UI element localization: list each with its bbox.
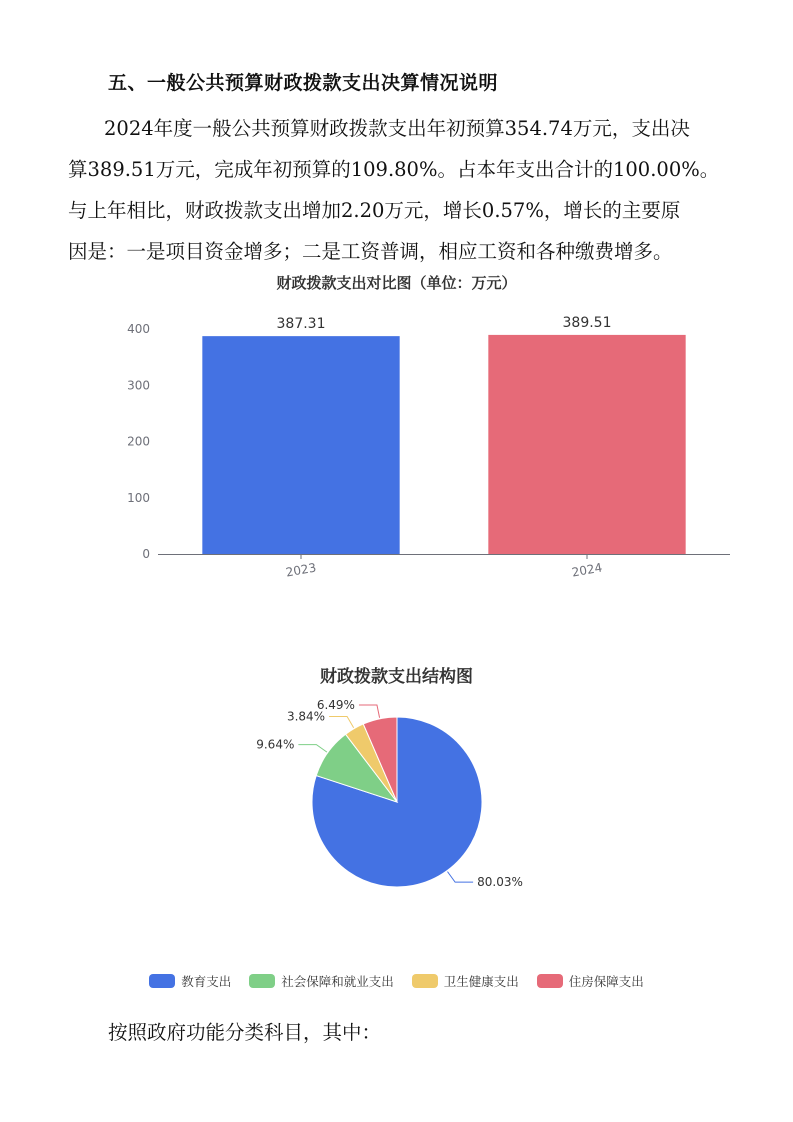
- pie-label-line: [447, 872, 473, 883]
- bar-data-label: 387.31: [276, 316, 326, 333]
- y-tick-label: 300: [127, 378, 150, 393]
- paragraph-line: 与上年相比，财政拨款支出增加2.20万元，增长0.57%，增长的主要原: [68, 199, 681, 222]
- pie-data-label: 6.49%: [316, 698, 355, 713]
- legend-item-education[interactable]: [149, 972, 231, 990]
- bar-data-label: 389.51: [562, 314, 612, 331]
- pie-data-label: 3.84%: [286, 709, 326, 724]
- pie-data-label: 9.64%: [256, 737, 295, 752]
- legend-swatch: [149, 974, 175, 988]
- pie-label-line: [298, 745, 327, 753]
- x-tick-label: 2024: [570, 560, 604, 580]
- pie-label-line: [359, 705, 380, 718]
- y-tick-label: 200: [127, 434, 150, 449]
- bar-2023: [202, 336, 399, 554]
- paragraph-line: 因是：一是项目资金增多；二是工资普调，相应工资和各种缴费增多。: [68, 240, 673, 263]
- legend-label: 住房保障支出: [568, 974, 644, 989]
- legend-swatch: [537, 974, 563, 988]
- pie-legend: [0, 972, 793, 990]
- bar-chart: [0, 300, 793, 620]
- legend-swatch: [412, 974, 438, 988]
- legend-item-social-security[interactable]: [249, 972, 394, 990]
- paragraph-line: 2024年度一般公共预算财政拨款支出年初预算354.74万元，支出决: [104, 117, 690, 140]
- y-tick-label: 100: [127, 490, 150, 505]
- pie-label-line: [329, 717, 354, 728]
- bar-2024: [488, 335, 685, 554]
- body-paragraph: [68, 108, 728, 272]
- legend-item-health[interactable]: [412, 972, 519, 990]
- section-heading: 五、一般公共预算财政拨款支出决算情况说明: [108, 72, 499, 94]
- x-tick-label: 2023: [284, 560, 318, 580]
- pie-chart: [0, 690, 793, 930]
- legend-label: 教育支出: [181, 974, 232, 989]
- pie-data-label: 80.03%: [477, 875, 523, 890]
- pie-chart-title: 财政拨款支出结构图: [320, 667, 473, 687]
- bar-chart-title: 财政拨款支出对比图（单位：万元）: [276, 274, 517, 292]
- closing-text: 按照政府功能分类科目，其中：: [108, 1021, 382, 1044]
- legend-item-housing[interactable]: [537, 972, 644, 990]
- y-tick-label: 400: [127, 322, 150, 336]
- y-tick-label: 0: [142, 547, 150, 561]
- paragraph-line: 算389.51万元，完成年初预算的109.80%。占本年支出合计的100.00%。: [68, 158, 720, 181]
- legend-label: 社会保障和就业支出: [281, 974, 394, 989]
- legend-swatch: [249, 974, 275, 988]
- legend-label: 卫生健康支出: [443, 974, 519, 989]
